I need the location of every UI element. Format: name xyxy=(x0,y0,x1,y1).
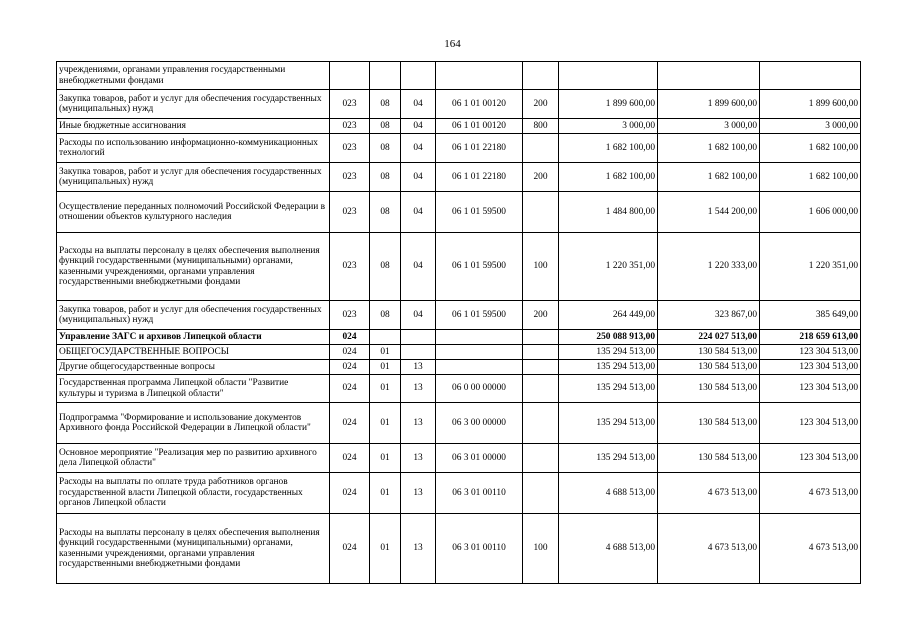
cell-admin-code: 023 xyxy=(330,192,370,233)
cell-admin-code xyxy=(330,62,370,90)
cell-amount-year-3: 123 304 513,00 xyxy=(760,403,861,444)
cell-section: 01 xyxy=(370,514,401,584)
table-row xyxy=(57,192,861,233)
cell-amount-year-3: 123 304 513,00 xyxy=(760,375,861,403)
cell-amount-year-3: 218 659 613,00 xyxy=(760,330,861,345)
cell-amount-year-1: 135 294 513,00 xyxy=(559,403,658,444)
cell-section: 01 xyxy=(370,360,401,375)
cell-amount-year-2: 1 682 100,00 xyxy=(658,163,760,192)
cell-section xyxy=(370,62,401,90)
cell-admin-code: 023 xyxy=(330,163,370,192)
cell-target-article: 06 3 00 00000 xyxy=(436,403,523,444)
cell-name: Иные бюджетные ассигнования xyxy=(57,119,330,134)
cell-amount-year-3: 1 682 100,00 xyxy=(760,163,861,192)
cell-subsection: 04 xyxy=(401,163,436,192)
cell-section: 01 xyxy=(370,444,401,473)
table-row xyxy=(57,90,861,119)
cell-expense-type: 200 xyxy=(523,90,559,119)
cell-amount-year-1: 1 899 600,00 xyxy=(559,90,658,119)
cell-amount-year-1: 250 088 913,00 xyxy=(559,330,658,345)
cell-subsection: 04 xyxy=(401,90,436,119)
cell-section: 01 xyxy=(370,345,401,360)
cell-target-article: 06 1 01 00120 xyxy=(436,119,523,134)
cell-section: 08 xyxy=(370,233,401,301)
cell-target-article: 06 1 01 22180 xyxy=(436,134,523,163)
cell-amount-year-3: 1 220 351,00 xyxy=(760,233,861,301)
cell-amount-year-2: 130 584 513,00 xyxy=(658,375,760,403)
cell-amount-year-1 xyxy=(559,62,658,90)
cell-expense-type xyxy=(523,444,559,473)
cell-name: Подпрограмма "Формирование и использование документов Архивного фонда Российской Федерации в Липецкой области" xyxy=(57,403,330,444)
cell-amount-year-2: 3 000,00 xyxy=(658,119,760,134)
cell-amount-year-1: 1 682 100,00 xyxy=(559,134,658,163)
cell-amount-year-1: 3 000,00 xyxy=(559,119,658,134)
cell-target-article: 06 3 01 00110 xyxy=(436,473,523,514)
cell-amount-year-3: 385 649,00 xyxy=(760,301,861,330)
cell-name: Расходы на выплаты персоналу в целях обеспечения выполнения функций государственными (муниципальными) органами, казенными учреждениями, органами управления государственными внебюджетными фондами xyxy=(57,514,330,584)
cell-name: Основное мероприятие "Реализация мер по развитию архивного дела Липецкой области" xyxy=(57,444,330,473)
cell-section: 01 xyxy=(370,403,401,444)
cell-section: 08 xyxy=(370,192,401,233)
table-row xyxy=(57,134,861,163)
cell-admin-code: 023 xyxy=(330,90,370,119)
table-row xyxy=(57,444,861,473)
cell-expense-type: 200 xyxy=(523,301,559,330)
table-row xyxy=(57,62,861,90)
cell-section xyxy=(370,330,401,345)
cell-admin-code: 023 xyxy=(330,119,370,134)
cell-name: Расходы на выплаты персоналу в целях обеспечения выполнения функций государственными (муниципальными) органами, казенными учреждениями, органами управления государственными внебюджетными фондами xyxy=(57,233,330,301)
cell-amount-year-3: 1 606 000,00 xyxy=(760,192,861,233)
cell-amount-year-1: 135 294 513,00 xyxy=(559,360,658,375)
cell-subsection: 04 xyxy=(401,134,436,163)
cell-amount-year-1: 1 484 800,00 xyxy=(559,192,658,233)
cell-amount-year-1: 4 688 513,00 xyxy=(559,514,658,584)
table-row xyxy=(57,514,861,584)
cell-target-article: 06 0 00 00000 xyxy=(436,375,523,403)
table-body xyxy=(57,62,861,584)
cell-amount-year-2: 224 027 513,00 xyxy=(658,330,760,345)
table-row xyxy=(57,119,861,134)
cell-section: 01 xyxy=(370,473,401,514)
cell-subsection: 13 xyxy=(401,360,436,375)
table-row xyxy=(57,301,861,330)
cell-target-article: 06 1 01 59500 xyxy=(436,301,523,330)
cell-amount-year-3: 3 000,00 xyxy=(760,119,861,134)
cell-amount-year-3: 1 682 100,00 xyxy=(760,134,861,163)
cell-amount-year-2: 130 584 513,00 xyxy=(658,345,760,360)
cell-amount-year-2: 1 899 600,00 xyxy=(658,90,760,119)
cell-expense-type xyxy=(523,134,559,163)
cell-section: 08 xyxy=(370,301,401,330)
cell-expense-type: 100 xyxy=(523,514,559,584)
cell-name: Другие общегосударственные вопросы xyxy=(57,360,330,375)
cell-name: Закупка товаров, работ и услуг для обеспечения государственных (муниципальных) нужд xyxy=(57,301,330,330)
cell-expense-type xyxy=(523,403,559,444)
cell-amount-year-1: 135 294 513,00 xyxy=(559,375,658,403)
cell-amount-year-1: 135 294 513,00 xyxy=(559,444,658,473)
cell-name: ОБЩЕГОСУДАРСТВЕННЫЕ ВОПРОСЫ xyxy=(57,345,330,360)
cell-amount-year-2: 323 867,00 xyxy=(658,301,760,330)
cell-amount-year-1: 264 449,00 xyxy=(559,301,658,330)
cell-name: Расходы на выплаты по оплате труда работников органов государственной власти Липецкой области, государственных органов Липецкой области xyxy=(57,473,330,514)
cell-section: 08 xyxy=(370,134,401,163)
cell-amount-year-2: 1 220 333,00 xyxy=(658,233,760,301)
cell-target-article xyxy=(436,360,523,375)
cell-amount-year-3 xyxy=(760,62,861,90)
cell-amount-year-3: 123 304 513,00 xyxy=(760,444,861,473)
cell-subsection: 04 xyxy=(401,192,436,233)
cell-name: учреждениями, органами управления государственными внебюджетными фондами xyxy=(57,62,330,90)
table-row xyxy=(57,473,861,514)
cell-amount-year-1: 1 220 351,00 xyxy=(559,233,658,301)
cell-admin-code: 024 xyxy=(330,403,370,444)
cell-subsection: 13 xyxy=(401,444,436,473)
table-row xyxy=(57,233,861,301)
cell-amount-year-2: 1 682 100,00 xyxy=(658,134,760,163)
cell-admin-code: 024 xyxy=(330,375,370,403)
cell-subsection: 13 xyxy=(401,514,436,584)
table-row xyxy=(57,345,861,360)
cell-expense-type xyxy=(523,62,559,90)
cell-name: Государственная программа Липецкой области "Развитие культуры и туризма в Липецкой области" xyxy=(57,375,330,403)
table-row xyxy=(57,375,861,403)
cell-subsection: 13 xyxy=(401,375,436,403)
cell-admin-code: 023 xyxy=(330,233,370,301)
cell-subsection xyxy=(401,330,436,345)
cell-name: Расходы по использованию информационно-коммуникационных технологий xyxy=(57,134,330,163)
cell-target-article xyxy=(436,62,523,90)
cell-expense-type xyxy=(523,345,559,360)
cell-subsection: 13 xyxy=(401,473,436,514)
cell-admin-code: 024 xyxy=(330,473,370,514)
cell-expense-type xyxy=(523,330,559,345)
cell-target-article: 06 1 01 59500 xyxy=(436,233,523,301)
cell-expense-type xyxy=(523,192,559,233)
cell-subsection: 04 xyxy=(401,301,436,330)
cell-admin-code: 024 xyxy=(330,330,370,345)
cell-section: 01 xyxy=(370,375,401,403)
cell-subsection xyxy=(401,62,436,90)
cell-amount-year-2: 4 673 513,00 xyxy=(658,473,760,514)
cell-target-article: 06 1 01 22180 xyxy=(436,163,523,192)
cell-amount-year-2: 1 544 200,00 xyxy=(658,192,760,233)
table-row xyxy=(57,330,861,345)
cell-target-article: 06 1 01 59500 xyxy=(436,192,523,233)
cell-target-article: 06 3 01 00000 xyxy=(436,444,523,473)
cell-section: 08 xyxy=(370,119,401,134)
cell-amount-year-1: 1 682 100,00 xyxy=(559,163,658,192)
cell-name: Управление ЗАГС и архивов Липецкой области xyxy=(57,330,330,345)
budget-table xyxy=(56,61,861,584)
cell-target-article: 06 1 01 00120 xyxy=(436,90,523,119)
cell-amount-year-2: 4 673 513,00 xyxy=(658,514,760,584)
cell-amount-year-1: 135 294 513,00 xyxy=(559,345,658,360)
cell-expense-type xyxy=(523,375,559,403)
cell-name: Закупка товаров, работ и услуг для обеспечения государственных (муниципальных) нужд xyxy=(57,90,330,119)
cell-expense-type: 200 xyxy=(523,163,559,192)
cell-expense-type: 800 xyxy=(523,119,559,134)
cell-expense-type xyxy=(523,360,559,375)
cell-subsection: 13 xyxy=(401,403,436,444)
page-number: 164 xyxy=(444,38,461,50)
cell-admin-code: 024 xyxy=(330,360,370,375)
cell-section: 08 xyxy=(370,90,401,119)
cell-amount-year-2: 130 584 513,00 xyxy=(658,360,760,375)
cell-admin-code: 023 xyxy=(330,134,370,163)
cell-amount-year-2: 130 584 513,00 xyxy=(658,444,760,473)
cell-expense-type xyxy=(523,473,559,514)
cell-target-article xyxy=(436,345,523,360)
cell-admin-code: 024 xyxy=(330,444,370,473)
cell-name: Закупка товаров, работ и услуг для обеспечения государственных (муниципальных) нужд xyxy=(57,163,330,192)
cell-amount-year-2: 130 584 513,00 xyxy=(658,403,760,444)
cell-target-article: 06 3 01 00110 xyxy=(436,514,523,584)
cell-amount-year-3: 123 304 513,00 xyxy=(760,360,861,375)
cell-amount-year-3: 123 304 513,00 xyxy=(760,345,861,360)
cell-subsection xyxy=(401,345,436,360)
cell-amount-year-3: 1 899 600,00 xyxy=(760,90,861,119)
cell-admin-code: 023 xyxy=(330,301,370,330)
cell-section: 08 xyxy=(370,163,401,192)
cell-amount-year-3: 4 673 513,00 xyxy=(760,514,861,584)
cell-expense-type: 100 xyxy=(523,233,559,301)
cell-subsection: 04 xyxy=(401,233,436,301)
cell-name: Осуществление переданных полномочий Российской Федерации в отношении объектов культурного наследия xyxy=(57,192,330,233)
cell-amount-year-1: 4 688 513,00 xyxy=(559,473,658,514)
table-row xyxy=(57,360,861,375)
cell-subsection: 04 xyxy=(401,119,436,134)
cell-target-article xyxy=(436,330,523,345)
cell-amount-year-3: 4 673 513,00 xyxy=(760,473,861,514)
table-row xyxy=(57,403,861,444)
table-row xyxy=(57,163,861,192)
cell-admin-code: 024 xyxy=(330,345,370,360)
cell-amount-year-2 xyxy=(658,62,760,90)
cell-admin-code: 024 xyxy=(330,514,370,584)
